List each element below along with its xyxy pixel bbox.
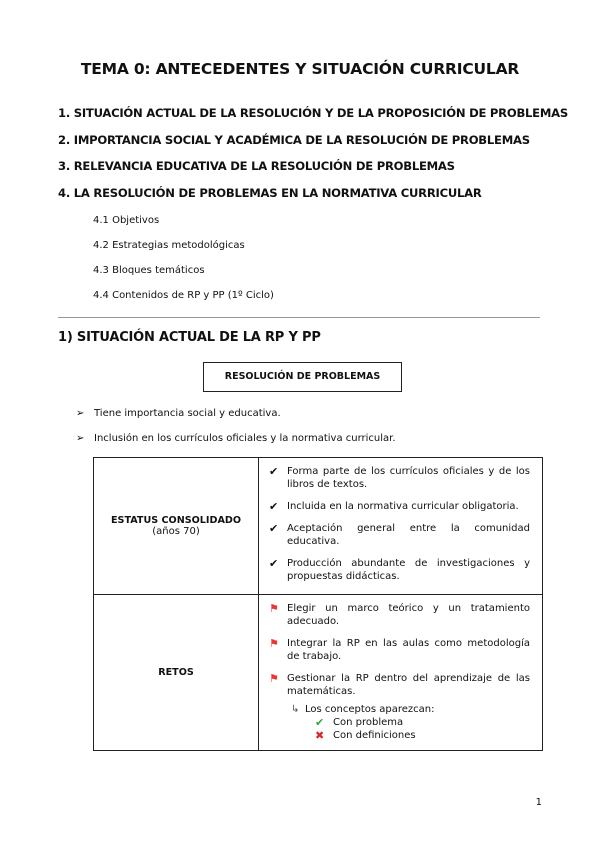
table-of-contents xyxy=(58,100,578,308)
list-item xyxy=(269,637,530,663)
sublist-heading xyxy=(291,703,530,716)
bullet-text: Tiene importancia social y educativa. xyxy=(94,408,281,419)
toc-item-2: 2. IMPORTANCIA SOCIAL Y ACADÉMICA DE LA RESOLUCIÓN DE PROBLEMAS xyxy=(58,132,530,147)
checkmark-icon: ✔ xyxy=(269,465,279,478)
red-flag-icon: ⚑ xyxy=(269,672,279,685)
checkmark-icon: ✔ xyxy=(269,557,279,570)
table-row-label-cell xyxy=(94,595,259,751)
table-row xyxy=(94,595,543,751)
checkmark-icon: ✔ xyxy=(269,522,279,535)
item-text: Forma parte de los currículos oficiales y de los libros de textos. xyxy=(287,466,530,490)
item-text: Integrar la RP en las aulas como metodología de trabajo. xyxy=(287,638,530,662)
list-item xyxy=(315,716,530,729)
row-label: RETOS xyxy=(158,667,194,678)
page-number: 1 xyxy=(535,797,542,808)
table-row xyxy=(94,458,543,595)
list-item xyxy=(269,672,530,698)
bullet-text: Inclusión en los currículos oficiales y la normativa curricular. xyxy=(94,433,396,444)
check-icon: ✔ xyxy=(315,716,325,729)
page-title: TEMA 0: ANTECEDENTES Y SITUACIÓN CURRICULAR xyxy=(80,60,520,78)
sublist-heading-text: Los conceptos aparezcan: xyxy=(305,704,435,715)
list-item xyxy=(269,500,530,513)
return-arrow-icon: ↳ xyxy=(291,704,300,715)
bullet-list xyxy=(76,405,556,455)
list-item xyxy=(269,522,530,548)
item-text: Incluida en la normativa curricular obligatoria. xyxy=(287,501,519,512)
concepts-sublist xyxy=(291,703,530,742)
list-item xyxy=(269,602,530,628)
option-text: Con definiciones xyxy=(333,730,416,741)
toc-subitem-4-2: 4.2 Estrategias metodológicas xyxy=(93,240,245,251)
item-text: Aceptación general entre la comunidad educativa. xyxy=(287,523,530,547)
red-flag-icon: ⚑ xyxy=(269,602,279,615)
table-row-label-cell xyxy=(94,458,259,595)
list-item xyxy=(76,430,556,455)
toc-subitem-4-1: 4.1 Objetivos xyxy=(93,215,160,226)
arrow-bullet-icon: ➢ xyxy=(76,433,85,444)
toc-subitem-4-4: 4.4 Contenidos de RP y PP (1º Ciclo) xyxy=(93,290,274,301)
table-row-content-cell xyxy=(259,458,543,595)
list-item xyxy=(269,465,530,491)
checkmark-icon: ✔ xyxy=(269,500,279,513)
item-text: Gestionar la RP dentro del aprendizaje de las matemáticas. xyxy=(287,673,530,697)
list-item xyxy=(76,405,556,430)
list-item xyxy=(315,729,530,742)
list-item xyxy=(269,557,530,583)
toc-subitem-4-3: 4.3 Bloques temáticos xyxy=(93,265,205,276)
item-text: Producción abundante de investigaciones y propuestas didácticas. xyxy=(287,558,530,582)
cross-icon: ✖ xyxy=(315,729,325,742)
option-text: Con problema xyxy=(333,717,404,728)
item-text: Elegir un marco teórico y un tratamiento adecuado. xyxy=(287,603,530,627)
section-divider xyxy=(58,317,540,318)
toc-item-1: 1. SITUACIÓN ACTUAL DE LA RESOLUCIÓN Y DE LA PROPOSICIÓN DE PROBLEMAS xyxy=(58,106,568,120)
row-label: ESTATUS CONSOLIDADO xyxy=(110,515,241,526)
table-row-content-cell xyxy=(259,595,543,751)
toc-subitems xyxy=(58,208,578,308)
toc-item-3: 3. RELEVANCIA EDUCATIVA DE LA RESOLUCIÓN DE PROBLEMAS xyxy=(58,159,455,173)
arrow-bullet-icon: ➢ xyxy=(76,408,85,419)
section-heading: 1) SITUACIÓN ACTUAL DE LA RP Y PP xyxy=(58,330,321,345)
toc-item-4: 4. LA RESOLUCIÓN DE PROBLEMAS EN LA NORMATIVA CURRICULAR xyxy=(58,185,482,200)
red-flag-icon: ⚑ xyxy=(269,637,279,650)
topic-box: RESOLUCIÓN DE PROBLEMAS xyxy=(203,362,402,392)
row-sublabel: (años 70) xyxy=(152,526,200,537)
status-table xyxy=(93,457,543,751)
